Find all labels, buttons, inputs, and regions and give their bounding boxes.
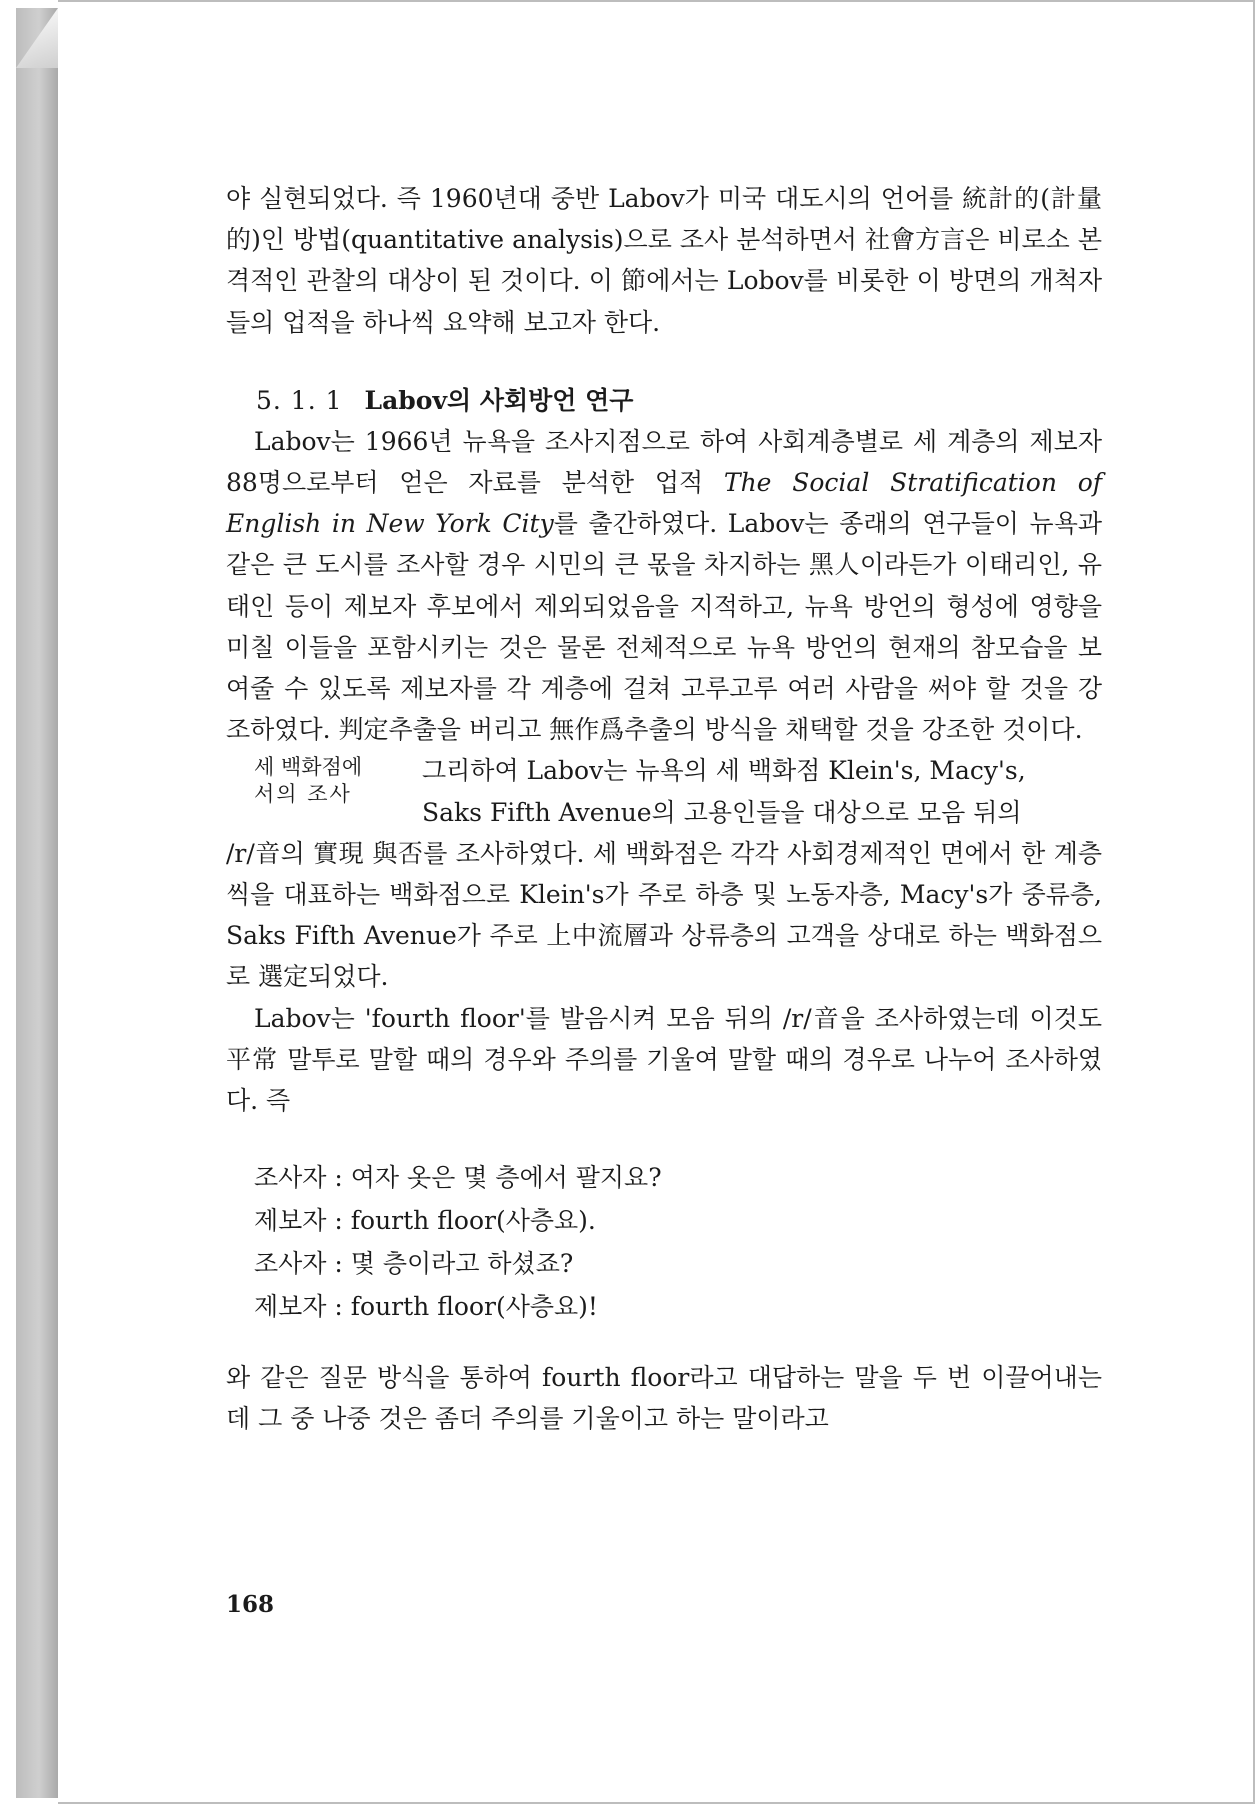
side-note	[254, 754, 394, 808]
paragraph-after-dialog: 와 같은 질문 방식을 통하여 fourth floor라고 대답하는 말을 두 번 이끌어내는데 그 중 나중 것은 좀더 주의를 기울이고 하는 말이라고	[226, 1363, 1102, 1434]
dialog-line: 조사자 : 몇 층이라고 하셨죠?	[254, 1249, 574, 1279]
paragraph-fourth-floor: Labov는 'fourth floor'를 발음시켜 모음 뒤의 /r/音을 조사하였는데 이것도 平常 말투로 말할 때의 경우와 주의를 기울여 말할 때의 경우로 나누어 조사하였다. 즉	[226, 1003, 1102, 1116]
section-title: Labov의 사회방언 연구	[364, 385, 634, 415]
dialog-line: 제보자 : fourth floor(사층요).	[254, 1206, 596, 1236]
paragraph-store-line: 그리하여 Labov는 뉴욕의 세 백화점 Klein's, Macy's,	[422, 756, 1026, 786]
section-heading	[226, 380, 1102, 421]
side-note-line: 세 백화점에	[254, 755, 363, 780]
paragraph-department-stores: /r/音의 實現 與否를 조사하였다. 세 백화점은 각각 사회경제적인 면에서 한 계층씩을 대표하는 백화점으로 Klein's가 주로 하층 및 노동자층, Macy's가 중류층, Saks Fifth Avenue가 주로 上中流層과 상류층의 고객을 상대로 하는 백화점으로 選定되었다.	[226, 838, 1102, 992]
section-number: 5. 1. 1	[256, 385, 343, 415]
paragraph-intro: 야 실현되었다. 즉 1960년대 중반 Labov가 미국 대도시의 언어를 統計的(計量的)인 방법(quantitative analysis)으로 조사 분석하면서 社會方言은 비로소 본격적인 관찰의 대상이 된 것이다. 이 節에서는 Lobov를 비롯한 이 방면의 개척자들의 업적을 하나씩 요약해 보고자 한다.	[226, 184, 1102, 337]
page-content	[226, 178, 1102, 1440]
page-number: 168	[226, 1591, 275, 1618]
department-store-block	[226, 750, 1102, 997]
dialog-line: 제보자 : fourth floor(사층요)!	[254, 1292, 598, 1322]
dialog-line: 조사자 : 여자 옷은 몇 층에서 팔지요?	[254, 1163, 662, 1193]
paragraph-text: 를 출간하였다. Labov는 종래의 연구들이 뉴욕과 같은 큰 도시를 조사할 경우 시민의 큰 몫을 차지하는 黑人이라든가 이태리인, 유태인 등이 제보자 후보에서 제외되었음을 지적하고, 뉴욕 방언의 형성에 영향을 미칠 이들을 포함시키는 것은 물론 전체적으로 뉴욕 방언의 현재의 참모습을 보여줄 수 있도록 제보자를 각 계층에 걸쳐 고루고루 여러 사람을 써야 할 것을 강조하였다. 判定추출을 버리고 無作爲추출의 방식을 채택할 것을 강조한 것이다.	[226, 509, 1102, 745]
book-title: The Social Stratification of English in New York City	[226, 468, 1103, 539]
side-note-line: 서의 조사	[254, 782, 352, 807]
paragraph-labov-study	[226, 421, 1102, 751]
paragraph-text: Labov는 1966년 뉴욕을 조사지점으로 하여 사회계층별로 세 계층의 제보자 88명으로부터 얻은 자료를 분석한 업적	[226, 426, 1102, 498]
paragraph-store-line: Saks Fifth Avenue의 고용인들을 대상으로 모음 뒤의	[422, 797, 1022, 827]
interview-dialog	[226, 1156, 1102, 1328]
book-page-edge	[16, 8, 58, 1798]
